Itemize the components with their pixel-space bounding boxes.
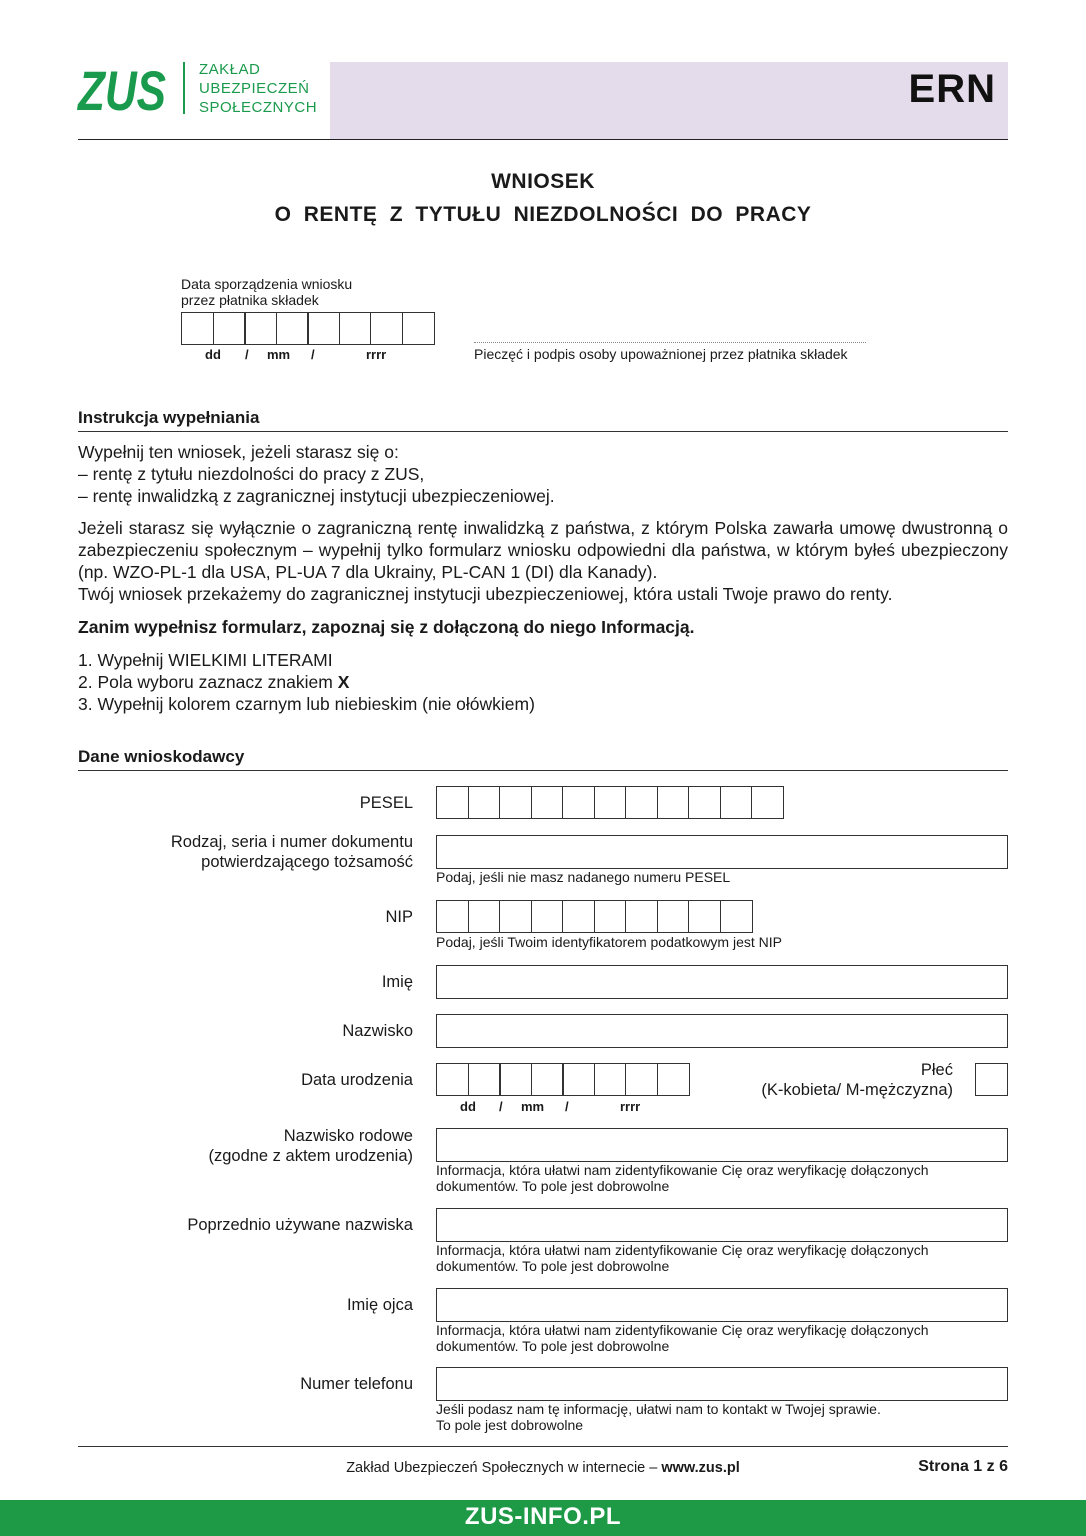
family-name-label (208, 1126, 413, 1166)
father-name-input[interactable] (436, 1288, 1008, 1322)
pesel-digit-box[interactable] (436, 786, 469, 819)
birth-date-input[interactable] (436, 1063, 688, 1096)
footer-label: Zakład Ubezpieczeń Społecznych w internecie – (346, 1460, 662, 1476)
zus-logo (76, 59, 168, 122)
last-name-input[interactable] (436, 1014, 1008, 1048)
nip-digit-box[interactable] (657, 900, 690, 933)
list-item: – rentę z tytułu niezdolności do pracy z ZUS, (78, 464, 425, 484)
help-line-1: Informacja, która ułatwi nam zidentyfikowanie Cię oraz weryfikację dołączonych (436, 1162, 929, 1178)
instructions-intro (78, 441, 1008, 507)
help-line-1: Informacja, która ułatwi nam zidentyfikowanie Cię oraz weryfikację dołączonych (436, 1322, 929, 1338)
intro-text: Wypełnij ten wniosek, jeżeli starasz się o: (78, 442, 399, 462)
date-caption-sep: / (499, 1099, 503, 1114)
help-line-2: dokumentów. To pole jest dobrowolne (436, 1338, 670, 1354)
zus-logo-icon (76, 59, 168, 122)
document-label (171, 832, 413, 872)
date-digit-box[interactable] (370, 312, 403, 345)
sex-label-line-2: (K-kobieta/ M-mężczyzna) (761, 1081, 953, 1099)
nip-digit-box[interactable] (436, 900, 469, 933)
nip-digit-box[interactable] (499, 900, 532, 933)
phone-label: Numer telefonu (300, 1375, 413, 1393)
previous-names-input[interactable] (436, 1208, 1008, 1242)
nip-digit-box[interactable] (688, 900, 721, 933)
help-line-1: Jeśli podasz nam tę informację, ułatwi nam to kontakt w Twojej sprawie. (436, 1401, 881, 1417)
family-name-label-line-1: Nazwisko rodowe (283, 1127, 413, 1145)
logo-line-2: UBEZPIECZEŃ (199, 80, 310, 97)
date-digit-box[interactable] (436, 1063, 469, 1096)
preparation-date-label (181, 276, 352, 308)
pesel-label: PESEL (359, 794, 413, 812)
date-digit-box[interactable] (244, 312, 277, 345)
signature-caption: Pieczęć i podpis osoby upoważnionej przez płatnika składek (474, 346, 848, 362)
nip-help: Podaj, jeśli Twoim identyfikatorem podatkowym jest NIP (436, 934, 782, 950)
instructions-bold-note: Zanim wypełnisz formularz, zapoznaj się z dołączoną do niego Informacją. (78, 617, 695, 637)
footer-link[interactable]: www.zus.pl (661, 1460, 740, 1476)
date-caption-sep: / (565, 1099, 569, 1114)
instructions-paragraph-2: Twój wniosek przekażemy do zagranicznej instytucji ubezpieczeniowej, która ustali Twoje prawo do renty. (78, 584, 893, 604)
help-line-2: dokumentów. To pole jest dobrowolne (436, 1258, 670, 1274)
sex-label (761, 1060, 953, 1100)
help-line-2: dokumentów. To pole jest dobrowolne (436, 1178, 670, 1194)
nip-digit-box[interactable] (531, 900, 564, 933)
phone-input[interactable] (436, 1367, 1008, 1401)
footer-divider (78, 1446, 1008, 1447)
preparation-label-line-1: Data sporządzenia wniosku (181, 276, 353, 292)
nip-digit-box[interactable] (594, 900, 627, 933)
pesel-digit-box[interactable] (688, 786, 721, 819)
form-code-band (330, 62, 1008, 139)
instructions-paragraph-1: Jeżeli starasz się wyłącznie o zagraniczną rentę inwalidzką z państwa, z którym Polska zawarła umowę dwustronną o zabezpieczeniu społecznym – wypełnij tylko formularz wniosku odpowiedni dla państwa, w którym byłeś ubezpieczony (np. WZO-PL-1 dla USA, PL-UA 7 dla Ukrainy, PL-CAN 1 (DI) dla Kanady). (78, 518, 1008, 582)
date-digit-box[interactable] (657, 1063, 690, 1096)
pesel-digit-box[interactable] (751, 786, 784, 819)
date-digit-box[interactable] (594, 1063, 627, 1096)
previous-names-label: Poprzednio używane nazwiska (187, 1216, 413, 1234)
help-line-2: To pole jest dobrowolne (436, 1417, 584, 1433)
date-caption-yyyy: rrrr (620, 1099, 641, 1114)
first-name-input[interactable] (436, 965, 1008, 999)
rule-text: 2. Pola wyboru zaznacz znakiem (78, 672, 338, 692)
date-digit-box[interactable] (402, 312, 435, 345)
form-code: ERN (908, 67, 996, 111)
header-divider (78, 139, 1008, 140)
form-title: WNIOSEK (491, 170, 595, 193)
date-digit-box[interactable] (213, 312, 246, 345)
signature-line (474, 342, 866, 343)
watermark-banner-text: ZUS-INFO.PL (464, 1503, 622, 1530)
date-digit-box[interactable] (562, 1063, 595, 1096)
pesel-digit-box[interactable] (657, 786, 690, 819)
date-digit-box[interactable] (468, 1063, 501, 1096)
date-caption-dd: dd (205, 347, 221, 362)
logo-line-1: ZAKŁAD (199, 61, 261, 78)
pesel-digit-box[interactable] (499, 786, 532, 819)
sex-input[interactable] (975, 1063, 1008, 1096)
pesel-digit-box[interactable] (720, 786, 753, 819)
nip-label: NIP (385, 908, 413, 926)
form-subtitle: O RENTĘ Z TYTUŁU NIEZDOLNOŚCI DO PRACY (274, 203, 812, 226)
rule-item (78, 671, 1008, 693)
instructions-heading: Instrukcja wypełniania (78, 408, 1008, 432)
last-name-label: Nazwisko (342, 1022, 413, 1040)
nip-digit-box[interactable] (625, 900, 658, 933)
logo-line-3: SPOŁECZNYCH (199, 99, 318, 116)
date-caption-sep: / (245, 347, 249, 362)
document-input[interactable] (436, 835, 1008, 869)
list-item: – rentę inwalidzką z zagranicznej instytucji ubezpieczeniowej. (78, 486, 555, 506)
birth-date-label: Data urodzenia (301, 1071, 413, 1089)
date-caption-yyyy: rrrr (366, 347, 387, 362)
date-digit-box[interactable] (625, 1063, 658, 1096)
pesel-digit-box[interactable] (531, 786, 564, 819)
date-caption-mm: mm (521, 1099, 545, 1114)
sex-label-line-1: Płeć (920, 1061, 953, 1079)
family-name-label-line-2: (zgodne z aktem urodzenia) (208, 1147, 413, 1165)
fill-rules (78, 649, 1008, 715)
father-name-label: Imię ojca (346, 1296, 413, 1314)
date-caption-sep: / (311, 347, 315, 362)
pesel-input[interactable] (436, 786, 783, 819)
pesel-digit-box[interactable] (625, 786, 658, 819)
pesel-digit-box[interactable] (468, 786, 501, 819)
date-digit-box[interactable] (276, 312, 309, 345)
pesel-digit-box[interactable] (562, 786, 595, 819)
phone-help (436, 1401, 881, 1433)
nip-input[interactable] (436, 900, 751, 933)
pesel-digit-box[interactable] (594, 786, 627, 819)
father-name-help (436, 1322, 929, 1354)
date-digit-box[interactable] (531, 1063, 564, 1096)
date-digit-box[interactable] (307, 312, 340, 345)
document-label-line-2: potwierdzającego tożsamość (201, 853, 413, 871)
nip-digit-box[interactable] (562, 900, 595, 933)
family-name-input[interactable] (436, 1128, 1008, 1162)
logo-wordmark (199, 60, 317, 117)
rule-item: 1. Wypełnij WIELKIMI LITERAMI (78, 650, 333, 670)
logo-separator (183, 62, 185, 114)
page-number: Strona 1 z 6 (918, 1458, 1008, 1475)
date-digit-box[interactable] (499, 1063, 532, 1096)
date-digit-box[interactable] (339, 312, 372, 345)
date-caption-mm: mm (267, 347, 291, 362)
date-caption-dd: dd (460, 1099, 476, 1114)
preparation-label-line-2: przez płatnika składek (181, 292, 319, 308)
help-line-1: Informacja, która ułatwi nam zidentyfikowanie Cię oraz weryfikację dołączonych (436, 1242, 929, 1258)
nip-digit-box[interactable] (468, 900, 501, 933)
preparation-date-input[interactable] (181, 312, 433, 345)
document-label-line-1: Rodzaj, seria i numer dokumentu (170, 833, 413, 851)
family-name-help (436, 1162, 929, 1194)
rule-mark: X (337, 672, 350, 692)
nip-digit-box[interactable] (720, 900, 753, 933)
applicant-heading: Dane wnioskodawcy (78, 747, 1008, 771)
rule-item: 3. Wypełnij kolorem czarnym lub niebieskim (nie ołówkiem) (78, 694, 535, 714)
logo-letters: ZUS (76, 59, 166, 122)
date-digit-box[interactable] (181, 312, 214, 345)
first-name-label: Imię (381, 973, 413, 991)
previous-names-help (436, 1242, 929, 1274)
document-help: Podaj, jeśli nie masz nadanego numeru PESEL (436, 869, 731, 885)
